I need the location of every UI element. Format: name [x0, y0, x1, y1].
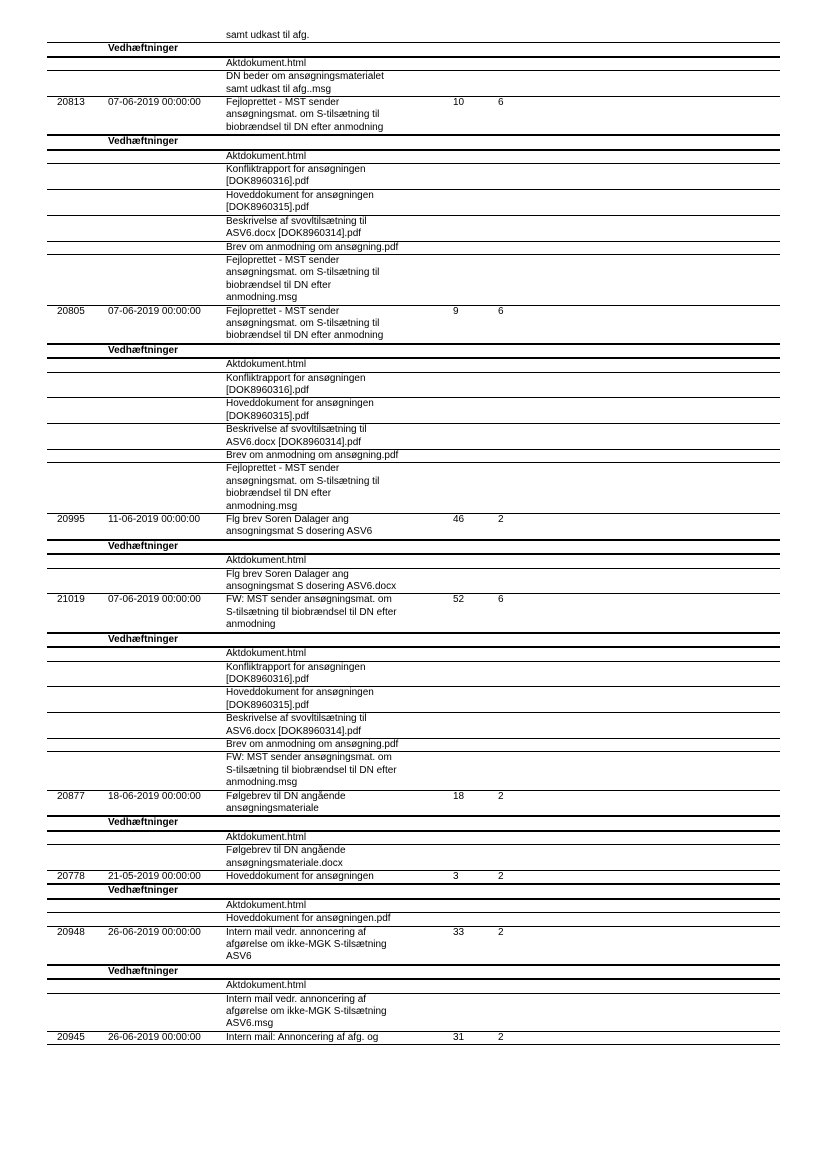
attachment-name: Hoveddokument for ansøgningen.pdf: [226, 913, 391, 925]
record-id: 20805: [57, 305, 85, 317]
attachment-row: [47, 994, 780, 1032]
record-id: 20813: [57, 97, 85, 109]
record-title: Følgebrev til DN angående ansøgningsmateriale: [226, 790, 346, 814]
attachment-row: [47, 450, 780, 463]
record-date: 07-06-2019 00:00:00: [108, 594, 201, 606]
record-attachment-count: 2: [498, 926, 504, 938]
attachment-row: [47, 359, 780, 372]
attachment-name: Konfliktrapport for ansøgningen [DOK8960316].pdf: [226, 661, 366, 685]
record-row: [47, 514, 780, 541]
attachment-row: [47, 373, 780, 399]
attachment-name: Konfliktrapport for ansøgningen [DOK8960316].pdf: [226, 372, 366, 396]
attachments-header: [47, 966, 780, 980]
record-date: 07-06-2019 00:00:00: [108, 305, 201, 317]
record-row: [47, 791, 780, 818]
record-title: FW: MST sender ansøgningsmat. om S-tilsætning til biobrændsel til DN efter anmodning: [226, 594, 397, 631]
attachment-row: [47, 424, 780, 450]
attachment-row: [47, 900, 780, 913]
attachment-row: [47, 687, 780, 713]
attachment-name: Aktdokument.html: [226, 648, 307, 660]
record-row: [47, 927, 780, 966]
attachment-row: [47, 739, 780, 752]
attachment-name: Hoveddokument for ansøgningen [DOK8960315].pdf: [226, 189, 374, 214]
record-date: 07-06-2019 00:00:00: [108, 97, 201, 109]
record-pages: 10: [453, 97, 465, 109]
attachment-name: Aktdokument.html: [226, 555, 307, 567]
attachment-row: [47, 832, 780, 845]
record-pages: 52: [453, 594, 465, 606]
attachment-name: Aktdokument.html: [226, 150, 307, 162]
attachments-label: Vedhæftninger: [108, 885, 179, 897]
attachments-header: [47, 634, 780, 648]
attachments-header: [47, 136, 780, 150]
record-id: 20995: [57, 514, 85, 526]
attachment-row: [47, 913, 780, 926]
record-row: [47, 871, 780, 885]
attachment-row: [47, 242, 780, 255]
record-id: 21019: [57, 594, 85, 606]
attachments-header: [47, 885, 780, 899]
record-date: 26-06-2019 00:00:00: [108, 1031, 201, 1043]
record-attachment-count: 6: [498, 594, 504, 606]
record-date: 21-05-2019 00:00:00: [108, 871, 201, 882]
attachment-name: Følgebrev til DN angående ansøgningsmateriale.docx: [226, 845, 346, 869]
record-pages: 3: [453, 871, 459, 882]
record-title: Intern mail vedr. annoncering af afgørelse om ikke-MGK S-tilsætning ASV6: [226, 926, 387, 963]
attachments-label: Vedhæftninger: [108, 965, 179, 977]
record-pages: 9: [453, 305, 459, 317]
attachment-name: Beskrivelse af svovltilsætning til ASV6.docx [DOK8960314].pdf: [226, 424, 367, 448]
attachment-name: Beskrivelse af svovltilsætning til ASV6.docx [DOK8960314].pdf: [226, 215, 367, 240]
attachments-label: Vedhæftninger: [108, 817, 179, 829]
attachment-row: [47, 398, 780, 424]
attachment-row: [47, 648, 780, 661]
attachment-name: Beskrivelse af svovltilsætning til ASV6.docx [DOK8960314].pdf: [226, 713, 367, 737]
record-attachment-count: 6: [498, 97, 504, 109]
record-id: 20945: [57, 1031, 85, 1043]
attachment-name: Hoveddokument for ansøgningen [DOK8960315].pdf: [226, 687, 374, 711]
record-id: 20948: [57, 926, 85, 938]
attachment-row: [47, 752, 780, 790]
attachment-name: Brev om anmodning om ansøgning.pdf: [226, 738, 399, 750]
attachments-header: [47, 345, 780, 359]
attachment-name: Fejloprettet - MST sender ansøgningsmat. om S-tilsætning til biobrændsel til DN efter anmodning.msg: [226, 463, 380, 512]
attachment-name: Flg brev Soren Dalager ang ansogningsmat S dosering ASV6.docx: [226, 568, 397, 593]
record-row: [47, 306, 780, 345]
record-row: [47, 594, 780, 633]
record-date: 18-06-2019 00:00:00: [108, 790, 201, 802]
record-id: 20778: [57, 871, 85, 882]
attachment-row: [47, 216, 780, 242]
attachment-name: Intern mail vedr. annoncering af afgørelse om ikke-MGK S-tilsætning ASV6.msg: [226, 993, 387, 1030]
attachment-row: [47, 190, 780, 216]
attachment-row: [47, 463, 780, 514]
attachment-row: [47, 569, 780, 595]
continuation-row: [47, 30, 780, 43]
attachment-name: Aktdokument.html: [226, 899, 307, 911]
record-row: [47, 97, 780, 136]
attachment-name: Aktdokument.html: [226, 57, 307, 69]
record-pages: 33: [453, 926, 465, 938]
attachment-name: Konfliktrapport for ansøgningen [DOK8960316].pdf: [226, 164, 366, 188]
attachment-name: Aktdokument.html: [226, 359, 307, 371]
attachments-label: Vedhæftninger: [108, 540, 179, 552]
record-pages: 46: [453, 514, 465, 526]
attachments-label: Vedhæftninger: [108, 633, 179, 645]
record-date: 11-06-2019 00:00:00: [108, 514, 201, 526]
attachment-name: Brev om anmodning om ansøgning.pdf: [226, 450, 399, 461]
record-row: [47, 1032, 780, 1045]
attachment-row: [47, 980, 780, 993]
attachment-row: [47, 255, 780, 306]
record-title: Hoveddokument for ansøgningen: [226, 871, 374, 882]
record-title: Flg brev Soren Dalager ang ansogningsmat S dosering ASV6: [226, 514, 373, 538]
attachments-header: [47, 541, 780, 555]
attachments-header: [47, 43, 780, 57]
attachment-row: [47, 151, 780, 164]
record-title: Fejloprettet - MST sender ansøgningsmat. om S-tilsætning til biobrændsel til DN efter anmodning: [226, 97, 384, 133]
record-title: samt udkast til afg.: [226, 30, 310, 41]
record-id: 20877: [57, 790, 85, 802]
record-attachment-count: 2: [498, 514, 504, 526]
record-attachment-count: 2: [498, 1031, 504, 1043]
record-date: 26-06-2019 00:00:00: [108, 926, 201, 938]
attachment-name: Aktdokument.html: [226, 980, 307, 992]
attachment-name: Aktdokument.html: [226, 831, 307, 843]
record-attachment-count: 6: [498, 305, 504, 317]
attachments-label: Vedhæftninger: [108, 136, 179, 148]
attachments-label: Vedhæftninger: [108, 344, 179, 356]
record-pages: 18: [453, 790, 465, 802]
document-register: [47, 30, 780, 1045]
attachment-name: Hoveddokument for ansøgningen [DOK8960315].pdf: [226, 398, 374, 422]
attachment-name: DN beder om ansøgningsmaterialet samt udkast til afg..msg: [226, 71, 384, 95]
record-pages: 31: [453, 1031, 465, 1043]
attachment-name: FW: MST sender ansøgningsmat. om S-tilsætning til biobrændsel til DN efter anmodning.msg: [226, 752, 397, 789]
record-attachment-count: 2: [498, 871, 504, 882]
attachments-header: [47, 817, 780, 831]
attachment-row: [47, 71, 780, 97]
attachment-name: Fejloprettet - MST sender ansøgningsmat. om S-tilsætning til biobrændsel til DN efter anmodning.msg: [226, 254, 380, 304]
attachment-row: [47, 713, 780, 739]
attachment-row: [47, 845, 780, 871]
record-title: Intern mail: Annoncering af afg. og: [226, 1031, 379, 1043]
attachment-row: [47, 58, 780, 71]
attachment-row: [47, 164, 780, 190]
record-title: Fejloprettet - MST sender ansøgningsmat. om S-tilsætning til biobrændsel til DN efter anmodning: [226, 305, 384, 342]
attachment-row: [47, 555, 780, 568]
attachments-label: Vedhæftninger: [108, 43, 179, 55]
attachment-name: Brev om anmodning om ansøgning.pdf: [226, 241, 399, 253]
attachment-row: [47, 662, 780, 688]
record-attachment-count: 2: [498, 790, 504, 802]
